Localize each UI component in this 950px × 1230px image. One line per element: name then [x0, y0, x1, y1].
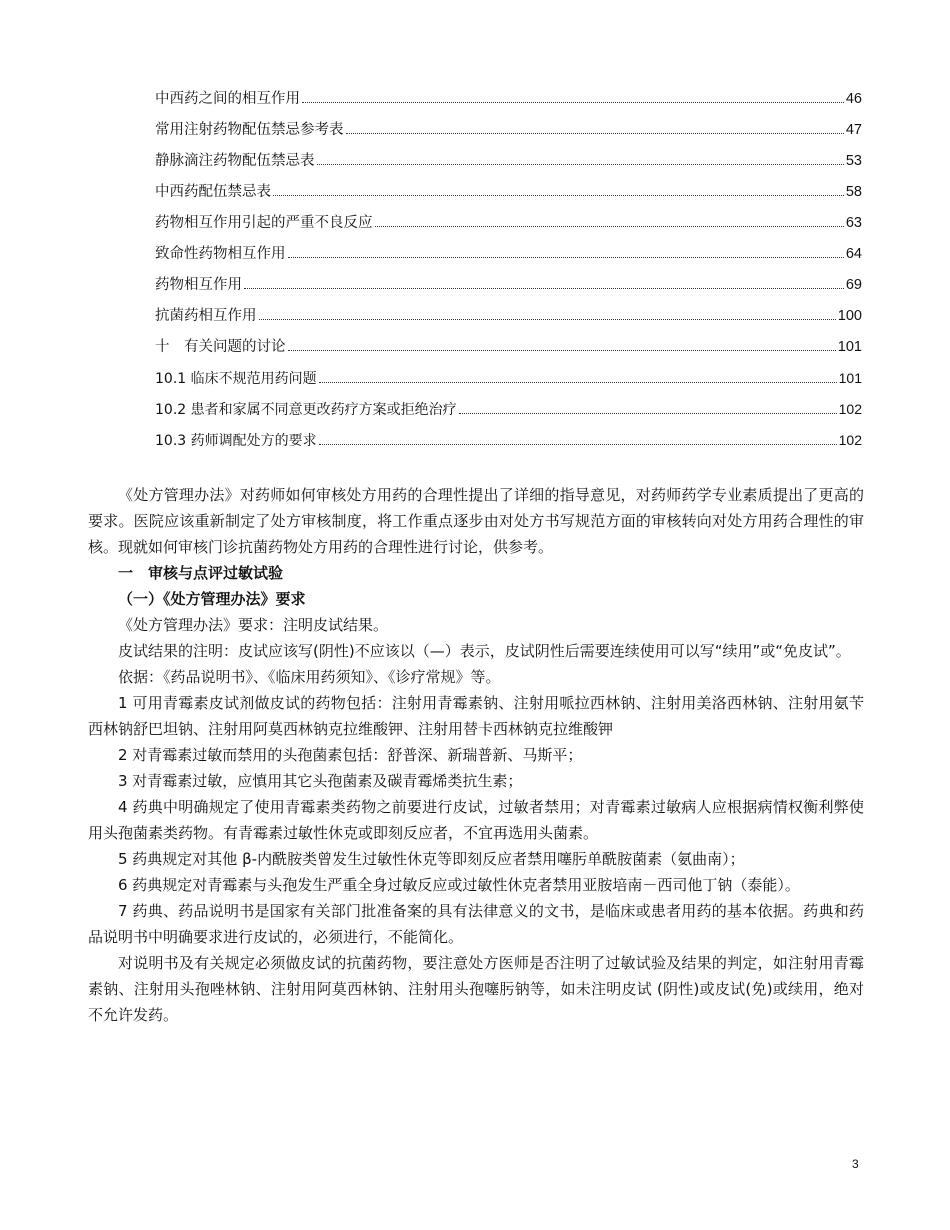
toc-row[interactable]: [155, 150, 862, 181]
toc-page: 100: [837, 308, 862, 324]
section-heading: 一 审核与点评过敏试验: [118, 564, 284, 582]
toc-leader: [346, 133, 844, 134]
toc-page: 69: [845, 277, 862, 293]
toc-row[interactable]: [155, 398, 862, 429]
paragraph: 4 药典中明确规定了使用青霉素类药物之前要进行皮试，过敏者禁用；对青霉素过敏病人应根据病情权衡利弊使用头孢菌素类药物。有青霉素过敏性休克或即刻反应者，不宜再选用头菌素。: [88, 798, 864, 842]
document-body: [88, 482, 864, 1028]
toc-row[interactable]: [155, 305, 862, 336]
toc-title: 药物相互作用: [155, 277, 242, 293]
intro-paragraph: 《处方管理办法》对药师如何审核处方用药的合理性提出了详细的指导意见，对药师药学专业素质提出了更高的要求。医院应该重新制定了处方审核制度，将工作重点逐步由对处方书写规范方面的审核转向对处方用药合理性的审核。现就如何审核门诊抗菌药物处方用药的合理性进行讨论，供参考。: [88, 486, 864, 556]
toc-row[interactable]: [155, 88, 862, 119]
toc-leader: [288, 350, 836, 351]
toc-page: 101: [838, 370, 862, 386]
paragraph: 1 可用青霉素皮试剂做皮试的药物包括：注射用青霉素钠、注射用哌拉西林钠、注射用美洛西林钠、注射用氨苄西林钠舒巴坦钠、注射用阿莫西林钠克拉维酸钾、注射用替卡西林钠克拉维酸钾: [88, 694, 864, 738]
toc-row[interactable]: [155, 119, 862, 150]
toc-title: 致命性药物相互作用: [155, 246, 286, 262]
toc-leader: [319, 382, 837, 383]
toc-row[interactable]: [155, 181, 862, 212]
paragraph: 5 药典规定对其他 β-内酰胺类曾发生过敏性休克等即刻反应者禁用噻肟单酰胺菌素（氨曲南）；: [118, 850, 745, 868]
toc-title: 中西药之间的相互作用: [155, 91, 300, 107]
toc-title: 10.1 临床不规范用药问题: [155, 371, 317, 387]
toc-title: 中西药配伍禁忌表: [155, 184, 271, 200]
toc-leader: [259, 319, 836, 320]
paragraph: 3 对青霉素过敏，应慎用其它头孢菌素及碳青霉烯类抗生素；: [118, 772, 523, 790]
toc-page: 101: [837, 339, 862, 355]
paragraph: 《处方管理办法》要求：注明皮试结果。: [118, 616, 389, 634]
toc-row[interactable]: [155, 212, 862, 243]
toc-leader: [375, 226, 844, 227]
toc-row[interactable]: [155, 274, 862, 305]
page-number: 3: [852, 1157, 859, 1171]
paragraph: 6 药典规定对青霉素与头孢发生严重全身过敏反应或过敏性休克者禁用亚胺培南－西司他丁钠（泰能）。: [118, 876, 800, 894]
toc-leader: [319, 444, 837, 445]
toc-page: 46: [845, 91, 862, 107]
toc-leader: [288, 257, 844, 258]
toc-page: 53: [845, 153, 862, 169]
table-of-contents: [155, 88, 862, 460]
paragraph: 对说明书及有关规定必须做皮试的抗菌药物，要注意处方医师是否注明了过敏试验及结果的判定，如注射用青霉素钠、注射用头孢唑林钠、注射用阿莫西林钠、注射用头孢噻肟钠等，如未注明皮试 (阴性)或皮试(免)或续用，绝对不允许发药。: [88, 954, 864, 1024]
toc-page: 102: [838, 432, 862, 448]
toc-title: 常用注射药物配伍禁忌参考表: [155, 122, 344, 138]
subsection-heading: （一）《处方管理办法》要求: [118, 590, 306, 608]
toc-page: 102: [838, 401, 862, 417]
paragraph: 7 药典、药品说明书是国家有关部门批准备案的具有法律意义的文书，是临床或患者用药的基本依据。药典和药品说明书中明确要求进行皮试的，必须进行，不能简化。: [88, 902, 864, 946]
toc-leader: [459, 413, 837, 414]
toc-row[interactable]: [155, 429, 862, 460]
toc-title: 10.3 药师调配处方的要求: [155, 433, 317, 449]
paragraph: 皮试结果的注明：皮试应该写(阴性)不应该以（—）表示，皮试阴性后需要连续使用可以写“续用”或“免皮试”。: [118, 642, 851, 660]
toc-leader: [317, 164, 844, 165]
toc-page: 47: [845, 122, 862, 138]
toc-title: 药物相互作用引起的严重不良反应: [155, 215, 373, 231]
toc-title: 10.2 患者和家属不同意更改药疗方案或拒绝治疗: [155, 402, 457, 418]
toc-page: 58: [845, 184, 862, 200]
toc-title: 静脉滴注药物配伍禁忌表: [155, 153, 315, 169]
toc-row[interactable]: [155, 336, 862, 367]
toc-leader: [273, 195, 844, 196]
toc-row[interactable]: [155, 243, 862, 274]
toc-page: 63: [845, 215, 862, 231]
toc-title: 十 有关问题的讨论: [155, 339, 286, 355]
toc-leader: [302, 102, 844, 103]
toc-page: 64: [845, 246, 862, 262]
toc-row[interactable]: [155, 367, 862, 398]
toc-leader: [244, 288, 844, 289]
paragraph: 依据：《药品说明书》、《临床用药须知》、《诊疗常规》等。: [118, 668, 501, 686]
toc-title: 抗菌药相互作用: [155, 308, 257, 324]
paragraph: 2 对青霉素过敏而禁用的头孢菌素包括：舒普深、新瑞普新、马斯平；: [118, 746, 583, 764]
